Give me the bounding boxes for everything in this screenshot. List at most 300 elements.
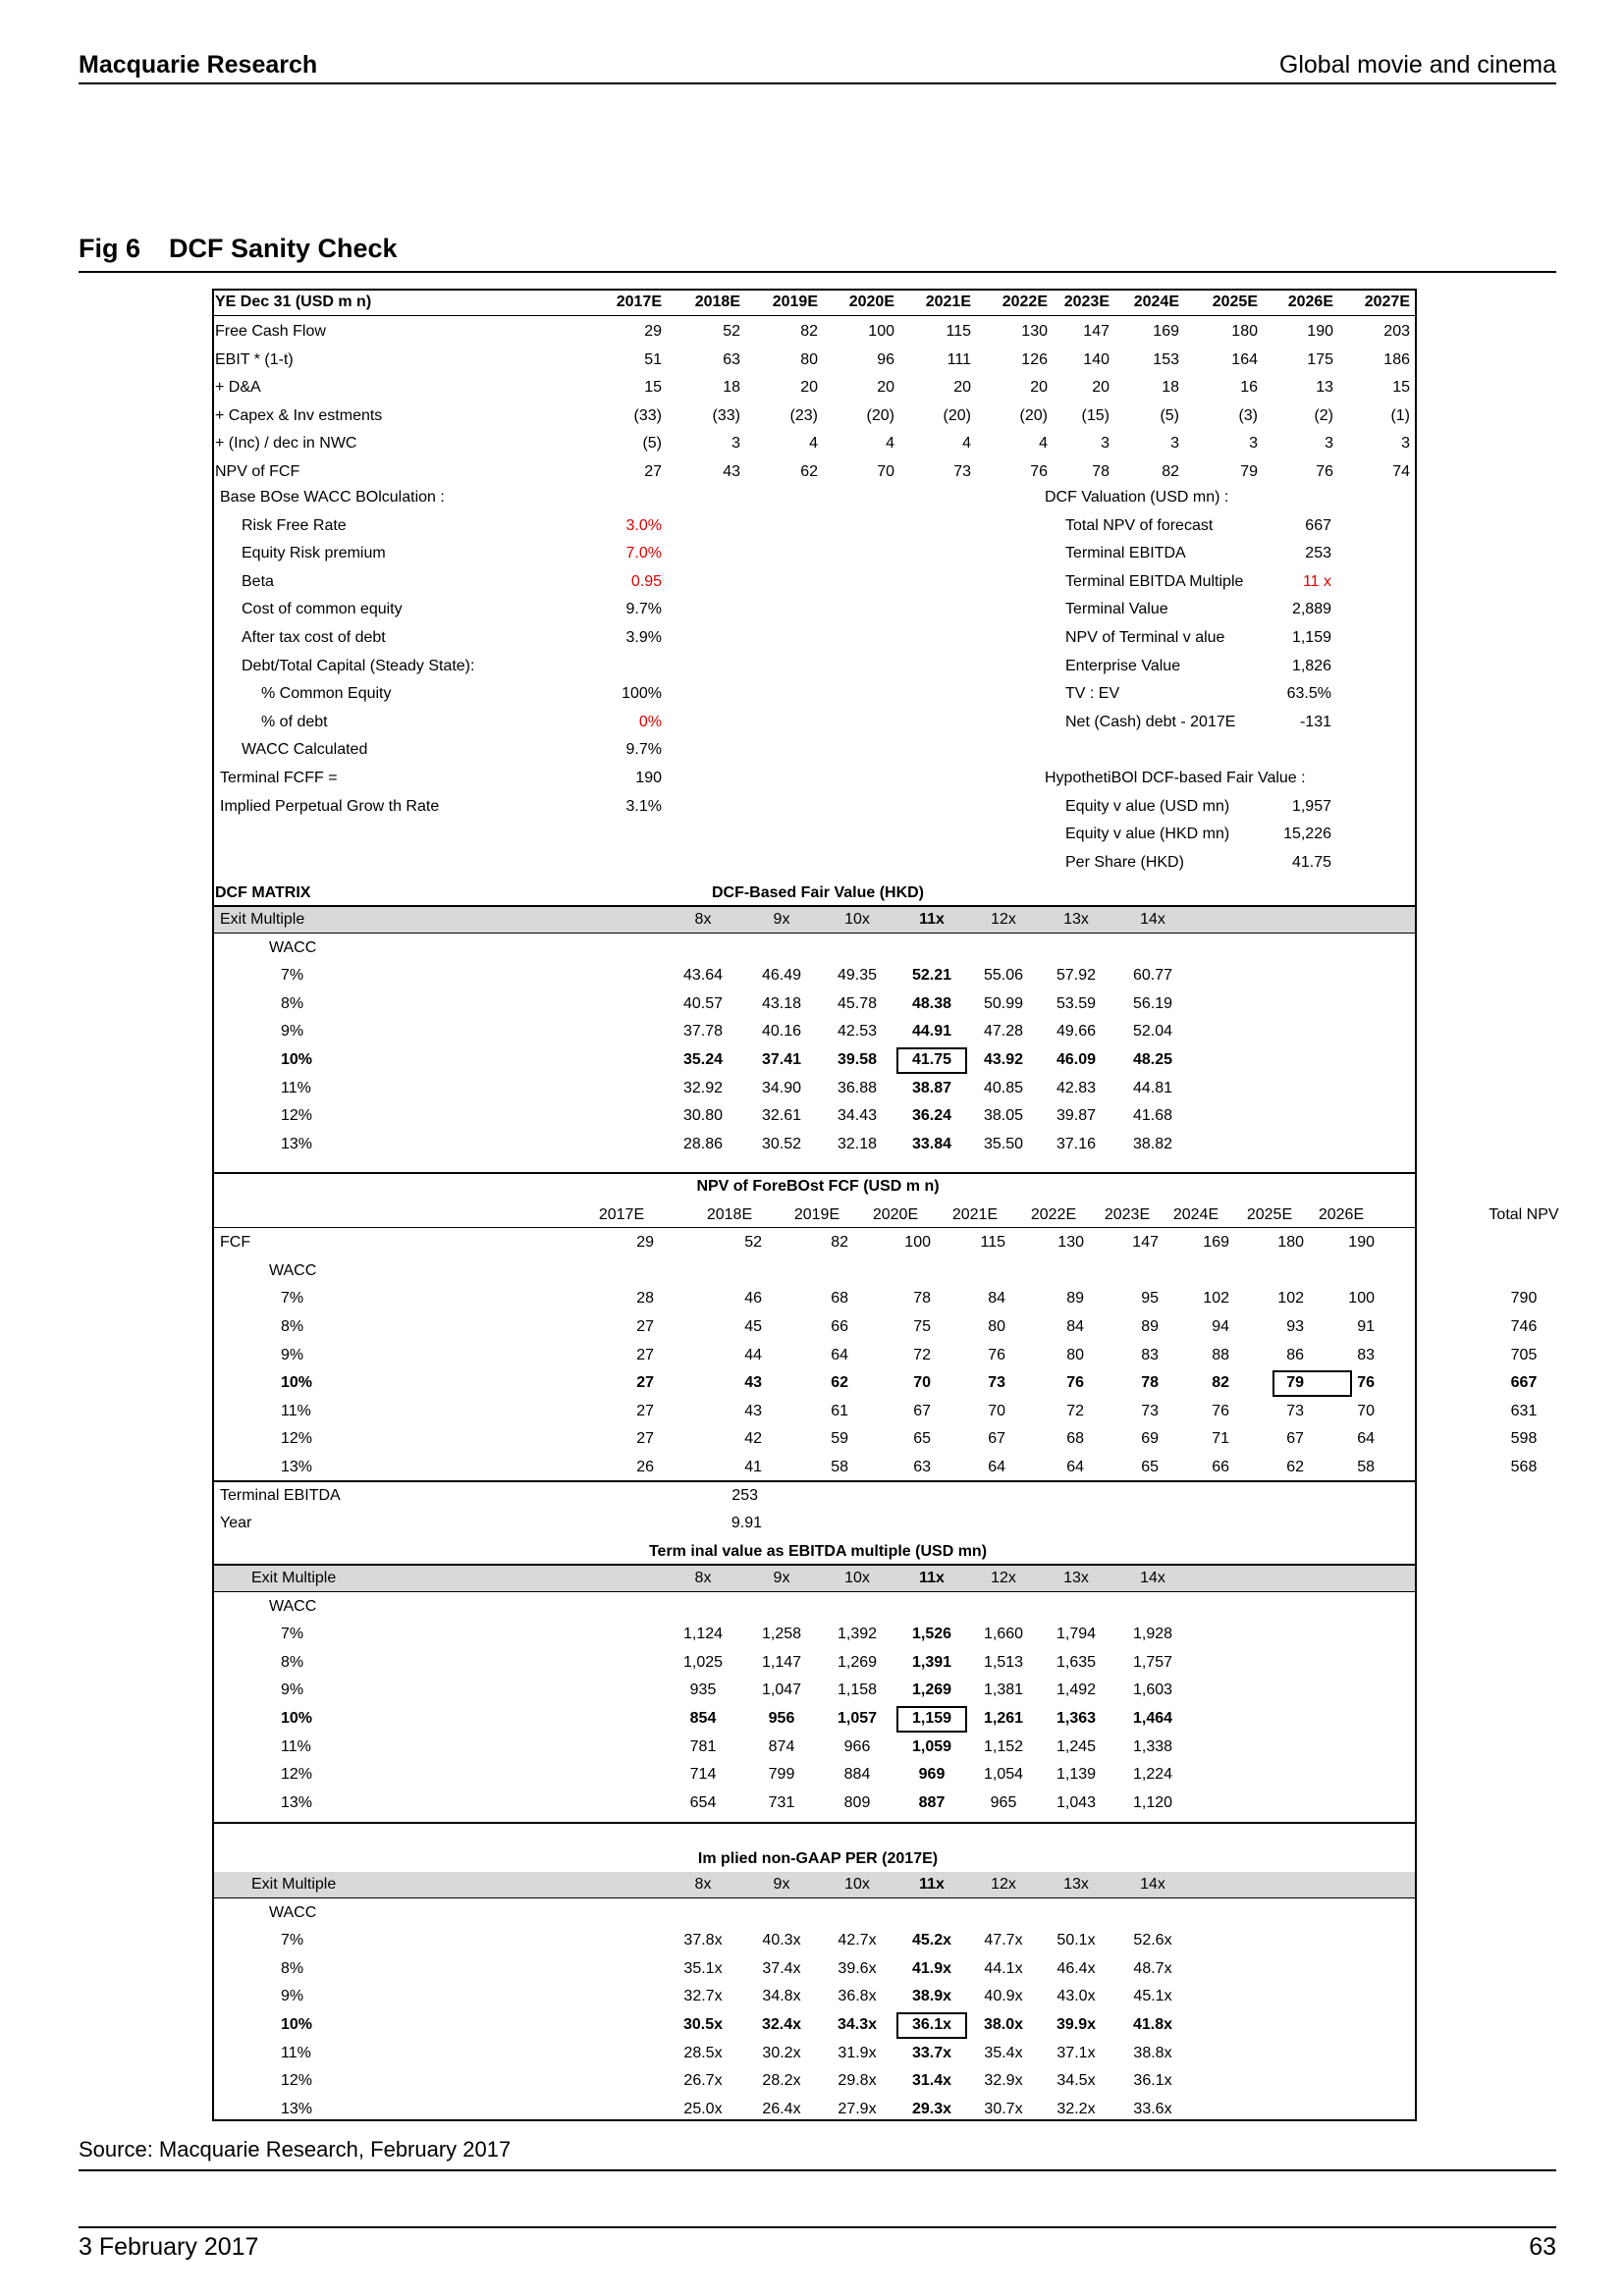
base-case-highlight: [896, 1047, 967, 1074]
npv-value: 68: [831, 1290, 848, 1308]
dcf-valuation-value: 1,826: [1291, 657, 1331, 674]
matrix-value: 1,269: [837, 1653, 878, 1671]
matrix-value: 966: [843, 1737, 871, 1755]
tv-matrix-title: Term inal value as EBITDA multiple (USD mn): [648, 1543, 988, 1560]
fcf-value: 20: [1092, 379, 1110, 397]
npv-value: 73: [988, 1374, 1005, 1392]
multiple-header: 8x: [694, 911, 712, 928]
year-header: 2026E: [1287, 294, 1333, 310]
fcf-value: 15: [1392, 379, 1410, 397]
matrix-value: 30.5x: [682, 2016, 724, 2033]
matrix-value: 52.21: [911, 967, 952, 985]
npv-value: 43: [744, 1374, 762, 1392]
matrix-value: 28.2x: [762, 2072, 801, 2090]
matrix-value: 43.18: [761, 994, 802, 1012]
npv-value: 72: [913, 1346, 931, 1363]
fcf-value: 126: [1021, 350, 1048, 368]
fcf-value: 52: [723, 323, 740, 340]
matrix-value: 1,269: [911, 1682, 952, 1699]
matrix-value: 887: [918, 1793, 946, 1811]
matrix-value: 57.92: [1056, 967, 1097, 985]
wacc-label-row: [212, 934, 1417, 962]
matrix-value: 40.57: [682, 994, 724, 1012]
matrix-value: 35.50: [983, 1135, 1024, 1152]
matrix-value: 781: [689, 1737, 717, 1755]
matrix-value: 45.2x: [911, 1932, 952, 1949]
wacc-rate: 11%: [281, 1737, 311, 1755]
multiple-header: 10x: [844, 1876, 870, 1893]
matrix-value: 28.86: [682, 1135, 724, 1152]
multiple-header: 11x: [919, 1876, 945, 1893]
npv-value: 42: [744, 1430, 762, 1448]
wacc-rate: 13%: [281, 1459, 313, 1475]
per-matrix-row: [212, 2096, 1417, 2123]
fcf-row-label: Free Cash Flow: [215, 323, 326, 340]
fcf-value: (5): [1160, 406, 1179, 424]
fcf-value: 180: [1231, 323, 1258, 340]
fcf-value: (5): [642, 435, 662, 453]
per-matrix-row: [212, 2011, 1417, 2039]
matrix-value: 1,338: [1132, 1737, 1173, 1755]
matrix-value: 27.9x: [838, 2100, 877, 2117]
wacc-label: % Common Equity: [261, 685, 392, 703]
tv-header-row: [212, 1565, 1417, 1592]
fcf-forecast-value: 180: [1277, 1234, 1304, 1252]
wacc-value: 3.1%: [625, 797, 662, 815]
multiple-header: 8x: [694, 1876, 712, 1893]
npv-value: 80: [1066, 1346, 1084, 1363]
fair-value-value: 15,226: [1283, 826, 1331, 843]
npv-year-header: 2017E: [598, 1205, 645, 1223]
wacc-row: [212, 793, 1417, 821]
matrix-value: 30.7x: [984, 2100, 1023, 2117]
year-label: Year: [220, 1515, 252, 1532]
multiple-header: 14x: [1140, 1570, 1165, 1586]
matrix-value: 1,492: [1056, 1682, 1097, 1699]
matrix-value: 31.4x: [911, 2072, 952, 2090]
matrix-value: 1,261: [983, 1710, 1024, 1727]
npv-title-row: [212, 1173, 1417, 1201]
year-row: [212, 1510, 1417, 1537]
matrix-value: 1,124: [682, 1626, 724, 1643]
matrix-value: 45.78: [837, 994, 878, 1012]
matrix-value: 39.58: [837, 1051, 878, 1068]
npv-value: 27: [636, 1374, 654, 1392]
npv-value: 62: [1286, 1459, 1304, 1475]
fcf-value: 82: [800, 323, 818, 340]
fcf-forecast-row: [212, 1229, 1417, 1256]
fcf-value: 51: [644, 350, 662, 368]
matrix-value: 34.90: [761, 1079, 802, 1096]
matrix-value: 29.8x: [838, 2072, 877, 2090]
fcf-value: 4: [1039, 435, 1048, 453]
fair-value-label: Per Share (HKD): [1065, 853, 1184, 871]
matrix-value: 1,245: [1056, 1737, 1097, 1755]
multiple-header: 12x: [991, 1876, 1016, 1893]
npv-value: 75: [913, 1318, 931, 1335]
npv-value: 27: [636, 1430, 654, 1448]
matrix-value: 32.2x: [1056, 2100, 1096, 2117]
per-matrix-row: [212, 1983, 1417, 2010]
npv-value: 93: [1286, 1318, 1304, 1335]
npv-value: 72: [1066, 1402, 1084, 1419]
npv-value: 68: [1066, 1430, 1084, 1448]
npv-year-header: 2023E: [1104, 1205, 1151, 1223]
matrix-value: 30.2x: [762, 2044, 801, 2061]
matrix-value: 36.88: [837, 1079, 878, 1096]
matrix-value: 37.16: [1056, 1135, 1097, 1152]
matrix-value: 47.28: [983, 1023, 1024, 1041]
fcf-value: 4: [809, 435, 818, 453]
wacc-rate: 10%: [281, 1710, 313, 1727]
total-npv-highlight: [1272, 1370, 1352, 1397]
wacc-label: Implied Perpetual Grow th Rate: [220, 797, 440, 815]
fcf-value: 96: [877, 350, 894, 368]
publisher-name: Macquarie Research: [79, 51, 318, 79]
year-header: 2022E: [1001, 294, 1048, 310]
matrix-value: 38.8x: [1133, 2044, 1172, 2061]
year-header: 2025E: [1212, 294, 1258, 310]
npv-row: [212, 1425, 1538, 1453]
tv-bottom-rule: [212, 1822, 1417, 1824]
wacc-rate: 12%: [281, 1430, 313, 1448]
fcf-value: 20: [953, 379, 971, 397]
npv-value: 69: [1141, 1430, 1159, 1448]
matrix-value: 1,159: [911, 1710, 952, 1727]
fair-value-label: Equity v alue (HKD mn): [1065, 826, 1230, 843]
fcf-value: (3): [1238, 406, 1258, 424]
matrix-value: 44.81: [1132, 1079, 1173, 1096]
per-header-row: [212, 1871, 1417, 1898]
npv-year-header: 2026E: [1318, 1205, 1365, 1223]
npv-value: 84: [1066, 1318, 1084, 1335]
matrix-value: 1,043: [1056, 1793, 1097, 1811]
multiple-header: 8x: [694, 1570, 712, 1586]
fcf-row: [212, 458, 1417, 486]
fcf-value: 4: [886, 435, 894, 453]
terminal-ebitda-label: Terminal EBITDA: [220, 1486, 341, 1504]
fair-value-value: 41.75: [1291, 853, 1331, 871]
wacc-rate: 7%: [281, 967, 304, 985]
matrix-value: 38.82: [1132, 1135, 1173, 1152]
fcf-row: [212, 402, 1417, 430]
fcf-row-label: NPV of FCF: [215, 463, 300, 480]
terminal-ebitda-row: [212, 1482, 1417, 1510]
npv-row: [212, 1313, 1538, 1341]
matrix-value: 49.66: [1056, 1023, 1097, 1041]
fcf-value: 100: [868, 323, 894, 340]
fcf-value: 130: [1021, 323, 1048, 340]
fcf-value: 76: [1030, 463, 1048, 480]
matrix-value: 32.9x: [984, 2072, 1023, 2090]
npv-value: 76: [988, 1346, 1005, 1363]
matrix-value: 43.92: [983, 1051, 1024, 1068]
npv-value: 89: [1141, 1318, 1159, 1335]
matrix-value: 809: [843, 1793, 871, 1811]
matrix-value: 38.0x: [983, 2016, 1024, 2033]
matrix-value: 1,464: [1132, 1710, 1173, 1727]
fcf-value: 186: [1383, 350, 1410, 368]
multiple-header: 13x: [1063, 1876, 1089, 1893]
fcf-value: 4: [962, 435, 971, 453]
wacc-label: Debt/Total Capital (Steady State):: [242, 657, 475, 674]
wacc-rate: 10%: [281, 1051, 313, 1068]
wacc-rate: 13%: [281, 1793, 313, 1811]
wacc-value: 9.7%: [625, 601, 662, 618]
dcf-valuation-value: 253: [1305, 545, 1331, 562]
matrix-value: 39.9x: [1056, 2016, 1097, 2033]
matrix-value: 55.06: [983, 967, 1024, 985]
fcf-forecast-value: 115: [980, 1234, 1005, 1252]
npv-value: 78: [913, 1290, 931, 1308]
total-npv-value: 746: [1510, 1318, 1538, 1335]
dcf-matrix-row: [212, 1102, 1417, 1130]
fcf-value: 20: [1030, 379, 1048, 397]
npv-value: 95: [1141, 1290, 1159, 1308]
npv-value: 102: [1203, 1290, 1229, 1308]
fcf-value: 164: [1231, 350, 1258, 368]
fcf-value: 190: [1307, 323, 1333, 340]
wacc-rate: 9%: [281, 1023, 304, 1041]
fcf-forecast-value: 130: [1057, 1234, 1084, 1252]
matrix-value: 654: [689, 1793, 717, 1811]
npv-value: 67: [988, 1430, 1005, 1448]
fcf-value: 43: [723, 463, 740, 480]
npv-value: 89: [1066, 1290, 1084, 1308]
fcf-value: (2): [1314, 406, 1333, 424]
matrix-value: 47.7x: [984, 1932, 1023, 1949]
matrix-value: 44.91: [911, 1023, 952, 1041]
wacc-row: [212, 540, 1417, 567]
fcf-header-row: [212, 289, 1417, 316]
tv-matrix-row: [212, 1789, 1417, 1817]
dcf-matrix-row: [212, 1046, 1417, 1074]
page-header: [79, 51, 1556, 84]
year-header: 2017E: [616, 294, 662, 310]
fcf-value: 63: [723, 350, 740, 368]
fcf-forecast-value: 100: [904, 1234, 931, 1252]
fcf-value: 203: [1383, 323, 1410, 340]
report-title: Global movie and cinema: [1278, 51, 1556, 79]
exit-multiple-label: Exit Multiple: [251, 1876, 337, 1893]
fcf-row: [212, 374, 1417, 401]
wacc-rate: 12%: [281, 1766, 313, 1784]
npv-value: 58: [1357, 1459, 1375, 1475]
matrix-value: 37.78: [682, 1023, 724, 1041]
matrix-value: 34.43: [837, 1107, 878, 1125]
matrix-value: 799: [768, 1766, 795, 1784]
matrix-value: 36.8x: [838, 1988, 877, 2005]
multiple-header: 11x: [919, 1570, 945, 1586]
fair-value-row: [212, 849, 1417, 877]
tv-matrix-row: [212, 1621, 1417, 1648]
figure-title: [79, 234, 398, 264]
matrix-value: 48.7x: [1133, 1959, 1172, 1977]
wacc-label: WACC Calculated: [242, 741, 368, 759]
npv-value: 27: [636, 1346, 654, 1363]
npv-value: 102: [1277, 1290, 1304, 1308]
matrix-value: 42.53: [837, 1023, 878, 1041]
matrix-value: 40.9x: [984, 1988, 1023, 2005]
per-matrix-row: [212, 1927, 1417, 1954]
year-header: 2023E: [1063, 294, 1110, 310]
wacc-rate: 8%: [281, 994, 304, 1012]
wacc-rate: 11%: [281, 1402, 311, 1419]
matrix-value: 36.24: [911, 1107, 952, 1125]
npv-value: 65: [1141, 1459, 1159, 1475]
wacc-row: [212, 709, 1417, 736]
fcf-value: 140: [1083, 350, 1110, 368]
wacc-value: 0.95: [630, 572, 662, 590]
npv-row: [212, 1285, 1538, 1312]
matrix-value: 1,928: [1132, 1626, 1173, 1643]
npv-year-header: 2024E: [1172, 1205, 1219, 1223]
per-base-case-highlight: [896, 2012, 967, 2039]
wacc-value: 3.0%: [625, 516, 662, 534]
fcf-value: (20): [943, 406, 971, 424]
wacc-rate: 13%: [281, 1135, 313, 1152]
multiple-header: 10x: [844, 1570, 870, 1586]
npv-value: 66: [1212, 1459, 1229, 1475]
npv-value: 73: [1286, 1402, 1304, 1419]
fcf-value: 3: [1101, 435, 1110, 453]
fcf-value: (1): [1390, 406, 1410, 424]
npv-wacc-label-row: [212, 1257, 1417, 1285]
dcf-matrix-row: [212, 1018, 1417, 1045]
total-npv-header: Total NPV: [1489, 1205, 1559, 1223]
wacc-rate: 12%: [281, 2072, 313, 2090]
wacc-label: Risk Free Rate: [242, 516, 347, 534]
source-note: Source: Macquarie Research, February 2017: [79, 2137, 512, 2162]
npv-value: 67: [913, 1402, 931, 1419]
npv-value: 76: [1212, 1402, 1229, 1419]
npv-value: 62: [831, 1374, 848, 1392]
fcf-value: 115: [946, 323, 971, 340]
multiple-header: 9x: [773, 1876, 790, 1893]
dcf-matrix-left-title: DCF MATRIX: [215, 884, 311, 901]
npv-value: 70: [913, 1374, 931, 1392]
fcf-value: 29: [644, 323, 662, 340]
dcf-valuation-value: 667: [1305, 516, 1331, 534]
matrix-value: 53.59: [1056, 994, 1097, 1012]
fcf-row-label: + D&A: [215, 379, 261, 397]
dcf-valuation-value: 1,159: [1291, 629, 1331, 646]
fcf-value: 3: [1249, 435, 1258, 453]
npv-value: 46: [744, 1290, 762, 1308]
wacc-row: [212, 596, 1417, 623]
wacc-value: 3.9%: [625, 629, 662, 646]
fcf-value: 13: [1316, 379, 1333, 397]
matrix-value: 30.80: [682, 1107, 724, 1125]
tv-matrix-row: [212, 1734, 1417, 1761]
wacc-label: Beta: [242, 572, 274, 590]
matrix-value: 50.1x: [1056, 1932, 1096, 1949]
npv-value: 27: [636, 1318, 654, 1335]
matrix-value: 1,120: [1132, 1793, 1173, 1811]
matrix-value: 854: [689, 1710, 717, 1727]
matrix-value: 42.7x: [838, 1932, 877, 1949]
npv-value: 65: [913, 1430, 931, 1448]
matrix-value: 714: [689, 1766, 717, 1784]
npv-value: 80: [988, 1318, 1005, 1335]
wacc-rate: 7%: [281, 1626, 304, 1643]
npv-value: 64: [1066, 1459, 1084, 1475]
matrix-value: 1,391: [911, 1653, 952, 1671]
total-npv-value: 568: [1510, 1459, 1538, 1475]
per-matrix-row: [212, 2040, 1417, 2067]
year-header: 2021E: [925, 294, 971, 310]
fcf-label: FCF: [220, 1234, 251, 1252]
fcf-value: (33): [712, 406, 740, 424]
npv-value: 71: [1212, 1430, 1229, 1448]
wacc-value: 190: [635, 770, 662, 786]
dcf-valuation-label: NPV of Terminal v alue: [1065, 629, 1225, 646]
fcf-value: (23): [789, 406, 818, 424]
year-header: 2018E: [694, 294, 740, 310]
matrix-value: 31.9x: [838, 2044, 877, 2061]
npv-value: 73: [1141, 1402, 1159, 1419]
npv-value: 66: [831, 1318, 848, 1335]
wacc-row: [212, 653, 1417, 680]
matrix-value: 32.18: [837, 1135, 878, 1152]
matrix-value: 38.05: [983, 1107, 1024, 1125]
dcf-matrix-row: [212, 1075, 1417, 1102]
fcf-row: [212, 347, 1417, 374]
npv-value: 82: [1212, 1374, 1229, 1392]
npv-value: 28: [636, 1290, 654, 1308]
matrix-value: 56.19: [1132, 994, 1173, 1012]
wacc-label: Equity Risk premium: [242, 545, 386, 562]
npv-value: 76: [1357, 1374, 1375, 1392]
matrix-value: 41.8x: [1132, 2016, 1173, 2033]
fcf-value: 82: [1162, 463, 1179, 480]
matrix-value: 34.8x: [762, 1988, 801, 2005]
wacc-rate: 10%: [281, 1374, 313, 1392]
matrix-value: 884: [843, 1766, 871, 1784]
wacc-rate: 8%: [281, 1959, 304, 1977]
matrix-value: 1,054: [983, 1766, 1024, 1784]
fcf-value: 15: [644, 379, 662, 397]
fcf-row-label: EBIT * (1-t): [215, 350, 294, 368]
wacc-row: [212, 680, 1417, 708]
dcf-valuation-label: Terminal EBITDA: [1065, 545, 1186, 562]
npv-value: 45: [744, 1318, 762, 1335]
fcf-row-label: + Capex & Inv estments: [215, 406, 383, 424]
total-npv-value: 598: [1510, 1430, 1538, 1448]
matrix-value: 26.7x: [683, 2072, 723, 2090]
npv-value: 100: [1348, 1290, 1375, 1308]
npv-title: NPV of ForeBOst FCF (USD m n): [696, 1178, 940, 1195]
npv-value: 70: [988, 1402, 1005, 1419]
fcf-value: 175: [1307, 350, 1333, 368]
matrix-value: 37.1x: [1056, 2044, 1096, 2061]
fcf-value: 78: [1092, 463, 1110, 480]
npv-row: [212, 1398, 1538, 1425]
matrix-value: 32.61: [761, 1107, 802, 1125]
fcf-value: 3: [1325, 435, 1333, 453]
matrix-value: 874: [768, 1737, 795, 1755]
matrix-value: 37.41: [761, 1051, 802, 1068]
wacc-label: WACC: [269, 1903, 317, 1921]
matrix-value: 29.3x: [911, 2100, 952, 2117]
matrix-value: 34.5x: [1056, 2072, 1096, 2090]
npv-year-header: 2025E: [1246, 1205, 1293, 1223]
wacc-rate: 8%: [281, 1653, 304, 1671]
fcf-row: [212, 430, 1417, 457]
dcf-matrix-row: [212, 990, 1417, 1018]
exit-multiple-label: Exit Multiple: [251, 1570, 337, 1586]
npv-value: 64: [988, 1459, 1005, 1475]
